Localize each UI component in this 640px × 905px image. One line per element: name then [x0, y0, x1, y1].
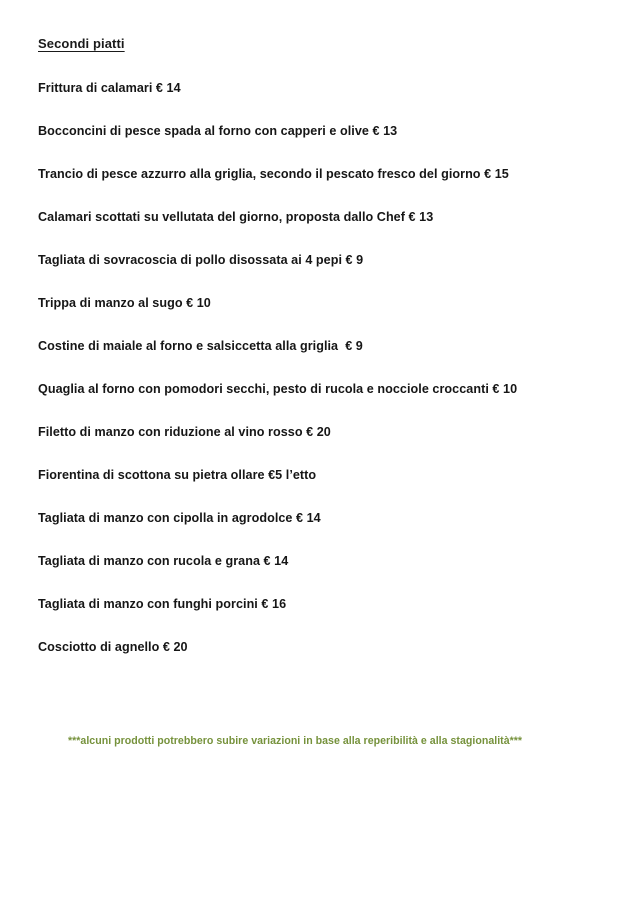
list-item: Cosciotto di agnello € 20 — [38, 640, 188, 654]
list-item: Frittura di calamari € 14 — [38, 81, 181, 95]
list-item: Tagliata di sovracoscia di pollo disossata ai 4 pepi € 9 — [38, 253, 364, 267]
list-item: Trippa di manzo al sugo € 10 — [38, 296, 211, 310]
availability-note: ***alcuni prodotti potrebbero subire variazioni in base alla reperibilità e alla stagionalità*** — [68, 735, 523, 747]
list-item: Tagliata di manzo con rucola e grana € 14 — [38, 554, 289, 568]
list-item: Quaglia al forno con pomodori secchi, pesto di rucola e nocciole croccanti € 10 — [38, 382, 518, 396]
list-item: Tagliata di manzo con funghi porcini € 16 — [38, 597, 287, 611]
list-item: Trancio di pesce azzurro alla griglia, secondo il pescato fresco del giorno € 15 — [38, 167, 509, 181]
page-title: Secondi piatti — [38, 36, 125, 51]
list-item: Tagliata di manzo con cipolla in agrodolce € 14 — [38, 511, 321, 525]
list-item: Costine di maiale al forno e salsiccetta alla griglia € 9 — [38, 339, 363, 353]
list-item: Filetto di manzo con riduzione al vino rosso € 20 — [38, 425, 331, 439]
menu-item-list — [38, 81, 608, 683]
list-item: Fiorentina di scottona su pietra ollare €5 l’etto — [38, 468, 317, 482]
list-item: Bocconcini di pesce spada al forno con capperi e olive € 13 — [38, 124, 398, 138]
list-item: Calamari scottati su vellutata del giorno, proposta dallo Chef € 13 — [38, 210, 434, 224]
